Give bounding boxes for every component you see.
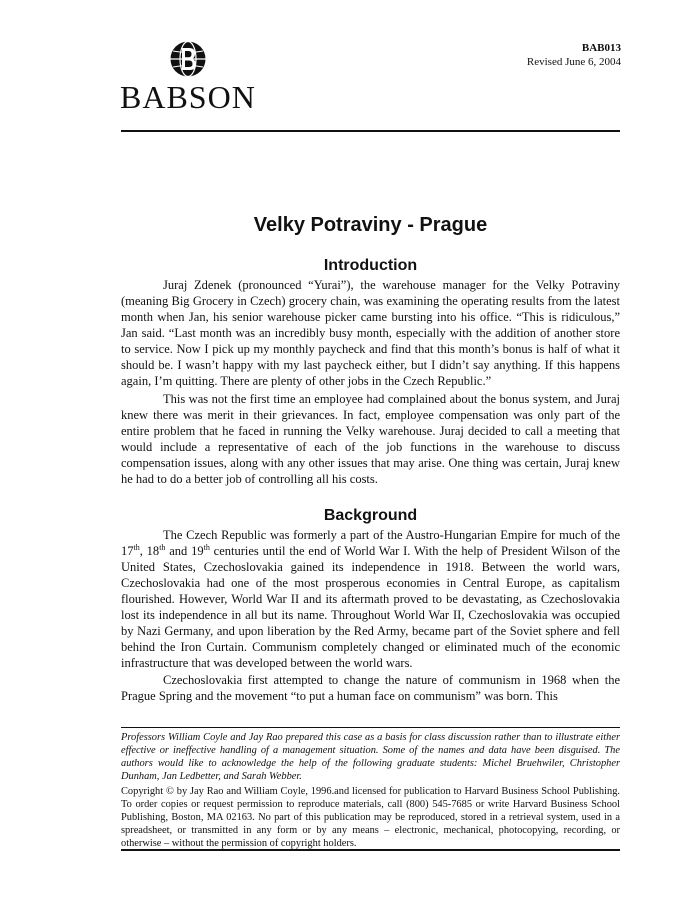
revision-date: Revised June 6, 2004 xyxy=(526,56,621,68)
introduction-heading: Introduction xyxy=(323,257,418,274)
background-heading: Background xyxy=(323,507,418,524)
ordinal-suffix: th xyxy=(133,542,140,552)
footer-divider xyxy=(121,849,620,851)
intro-paragraph-2: This was not the first time an employee had complained about the bonus system, and Juraj knew there was merit in their grievances. In fact, employee compensation was only part of the entire problem that he faced in running the Velky warehouse. Juraj decided to call a meeting that would include a representative of each of the job functions in the warehouse to discuss compensation issues, along with any other issues that may arise. One thing was certain, Juraj knew he had to do a better job of controlling all his costs. xyxy=(121,392,620,486)
ordinal-suffix: th xyxy=(159,542,166,552)
globe-b-icon xyxy=(169,40,207,78)
logo-wordmark: BABSON xyxy=(120,79,256,115)
footnote-divider xyxy=(121,727,620,728)
background-paragraph-2: Czechoslovakia first attempted to change the nature of communism in 1968 when the Prague Spring and the movement “to put a human face on communism” was born. This xyxy=(121,673,620,703)
document-code: BAB013 xyxy=(581,42,621,54)
ordinal-suffix: th xyxy=(203,542,210,552)
header-divider xyxy=(121,130,620,132)
case-title: Velky Potraviny - Prague xyxy=(253,214,488,236)
copyright-notice: Copyright © by Jay Rao and William Coyle, 1996.and licensed for publication to Harvard Business School Publishing. To order copies or request permission to reproduce materials, call (800) 545-7685 or write Harvard Business School Publishing, Boston, MA 02163. No part of this publication may be reproduced, stored in a retrieval system, used in a spreadsheet, or transmitted in any form or by any means – electronic, mechanical, photocopying, recording, or otherwise – without the permission of copyright holders. xyxy=(121,786,620,849)
authors-note: Professors William Coyle and Jay Rao prepared this case as a basis for class discussion rather than to illustrate either effective or ineffective handling of a management situation. Some of the names and data have been disguised. The authors would like to acknowledge the help of the following graduate students: Michel Bruehwiler, Christopher Dunham, Jan Ledbetter, and Sarah Webber. xyxy=(121,732,620,782)
background-paragraph-1: The Czech Republic was formerly a part of the Austro-Hungarian Empire for much of the 17th, 18th and 19th centuries until the end of World War I. With the help of President Wilson of the United States, Czechoslovakia gained its independence in 1918. Between the world wars, Czechoslovakia had one of the most prosperous economies in Central Europe, as capitalism flourished. However, World War II and its aftermath proved to be devastating, as Czechoslovakia lost its independence in all but its name. Throughout World War II, Czechoslovakia was occupied by Nazi Germany, and upon liberation by the Red Army, became part of the Soviet sphere and fell behind the Iron Curtain. Communism completely changed or eliminated much of the economic infrastructure that was developed between the world wars. xyxy=(121,528,620,670)
document-code-block xyxy=(527,41,621,69)
intro-paragraph-1: Juraj Zdenek (pronounced “Yurai”), the warehouse manager for the Velky Potraviny (meaning Big Grocery in Czech) grocery chain, was examining the operating results from the latest month when Jan, his senior warehouse picker came bursting into his office. “This is ridiculous,” Jan said. “Last month was an incredibly busy month, especially with the addition of another store to service. Now I pick up my monthly paycheck and find that this month’s bonus is half of what it should be. I wasn’t happy with my last paycheck either, but I didn’t say anything. If this happens again, I’m quitting. There are plenty of other jobs in the Czech Republic.” xyxy=(121,278,620,388)
babson-logo xyxy=(120,40,256,115)
